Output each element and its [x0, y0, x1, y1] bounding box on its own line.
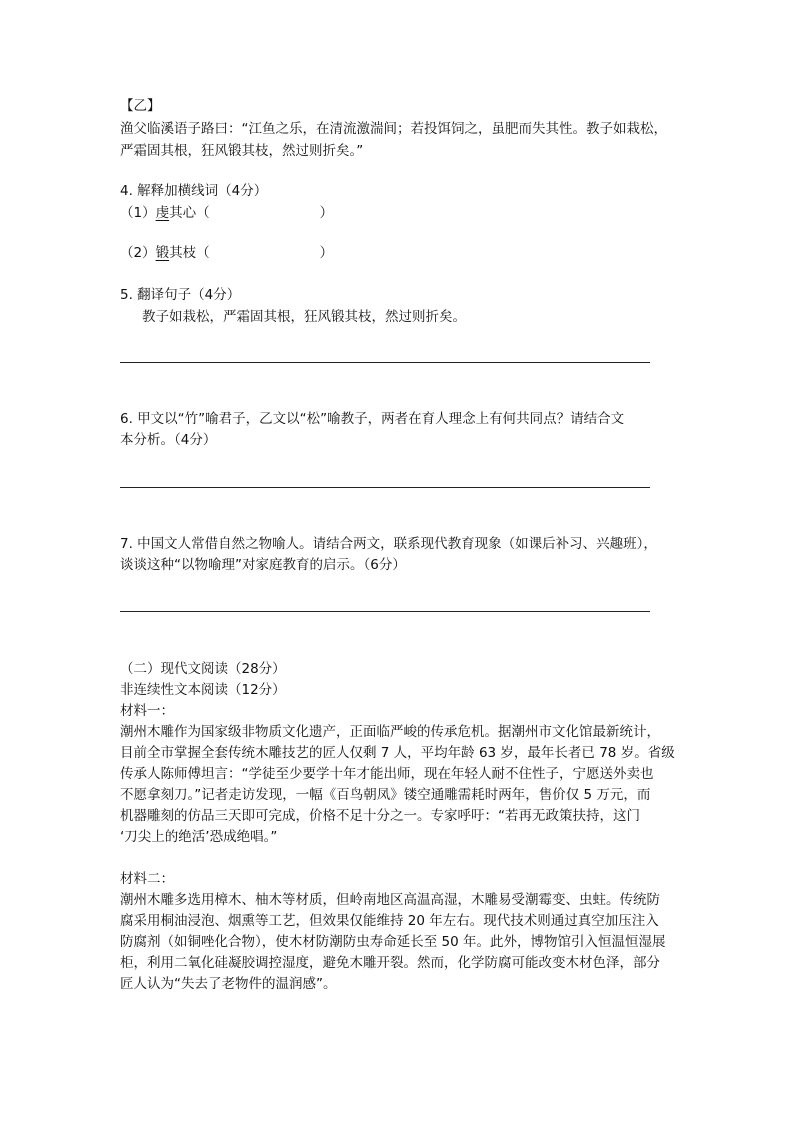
q4-title: 4. 解释加横线词（4分） — [120, 183, 268, 199]
q4-item-1-prefix: （1） — [120, 205, 156, 221]
q5-title: 5. 翻译句子（4分） — [120, 287, 241, 303]
material2-line-2: 腐采用桐油浸泡、烟熏等工艺，但效果仅能维持 20 年左右。现代技术则通过真空加压注入 — [120, 913, 659, 929]
q4-item-1-word: 虔 — [155, 205, 170, 221]
material2-line-4: 柜，利用二氧化硅凝胶调控湿度，避免木雕开裂。然而，化学防腐可能改变木材色泽，部分 — [120, 955, 660, 971]
material2-label: 材料二： — [120, 871, 174, 887]
material1-line-4: 不愿拿刻刀。”记者走访发现，一幅《百鸟朝凤》镂空通雕需耗时两年，售价仅 5 万元，而 — [120, 787, 651, 803]
q6-answer-line[interactable] — [120, 487, 650, 488]
part2-title: （二）现代文阅读（28分） — [120, 661, 286, 677]
q4-item-2-close: ） — [319, 245, 334, 261]
section-yi-title: 【乙】 — [120, 98, 161, 114]
material1-line-1: 潮州木雕作为国家级非物质文化遗产，正面临严峻的传承危机。据潮州市文化馆最新统计， — [120, 724, 660, 740]
material1-label: 材料一： — [120, 703, 174, 719]
material2-line-1: 潮州木雕多选用樟木、柚木等材质，但岭南地区高温高湿，木雕易受潮霉变、虫蛀。传统防 — [120, 892, 660, 908]
q4-item-1-close: ） — [319, 205, 334, 221]
q5-answer-line[interactable] — [120, 362, 650, 363]
q4-item-1-rest: 其心（ — [169, 205, 210, 221]
q6-line-2: 本分析。（4分） — [120, 432, 217, 448]
material2-line-3: 防腐剂（如铜唑化合物），使木材防潮防虫寿命延长至 50 年。此外，博物馆引入恒温恒湿展 — [120, 934, 666, 950]
material1-line-5: 机器雕刻的仿品三天即可完成，价格不足十分之一。专家呼吁：“若再无政策扶持，这门 — [120, 808, 640, 824]
material1-line-3: 传承人陈师傅坦言：“学徒至少要学十年才能出师，现在年轻人耐不住性子，宁愿送外卖也 — [120, 766, 654, 782]
material2-line-5: 匠人认为“失去了老物件的温润感”。 — [120, 976, 337, 992]
q4-item-1 — [120, 203, 333, 223]
q5-sentence: 教子如栽松，严霜固其根，狂风锻其枝，然过则折矣。 — [142, 309, 466, 325]
q7-answer-line[interactable] — [120, 611, 650, 612]
q6-line-1: 6. 甲文以“竹”喻君子，乙文以“松”喻教子，两者在育人理念上有何共同点？请结合文 — [120, 411, 625, 427]
q4-item-2-word: 锻 — [155, 245, 170, 261]
part2-subtitle: 非连续性文本阅读（12分） — [120, 682, 286, 698]
q7-line-2: 谈谈这种“以物喻理”对家庭教育的启示。（6分） — [120, 557, 406, 573]
section-yi-line-2: 严霜固其根，狂风锻其枝，然过则折矣。” — [120, 143, 364, 159]
q7-line-1: 7. 中国文人常借自然之物喻人。请结合两文，联系现代教育现象（如课后补习、兴趣班）， — [120, 536, 657, 552]
q4-item-2-rest: 其枝（ — [169, 245, 210, 261]
section-yi-line-1: 渔父临溪语子路曰：“江鱼之乐，在清流激湍间；若投饵饲之，虽肥而失其性。教子如栽松， — [120, 121, 667, 137]
material1-line-2: 目前全市掌握全套传统木雕技艺的匠人仅剩 7 人，平均年龄 63 岁，最年长者已 78 岁。省级 — [120, 745, 675, 761]
q4-item-2-prefix: （2） — [120, 245, 156, 261]
q4-item-2 — [120, 243, 333, 263]
material1-line-6: ‘刀尖上的绝活’恐成绝唱。” — [120, 829, 278, 845]
